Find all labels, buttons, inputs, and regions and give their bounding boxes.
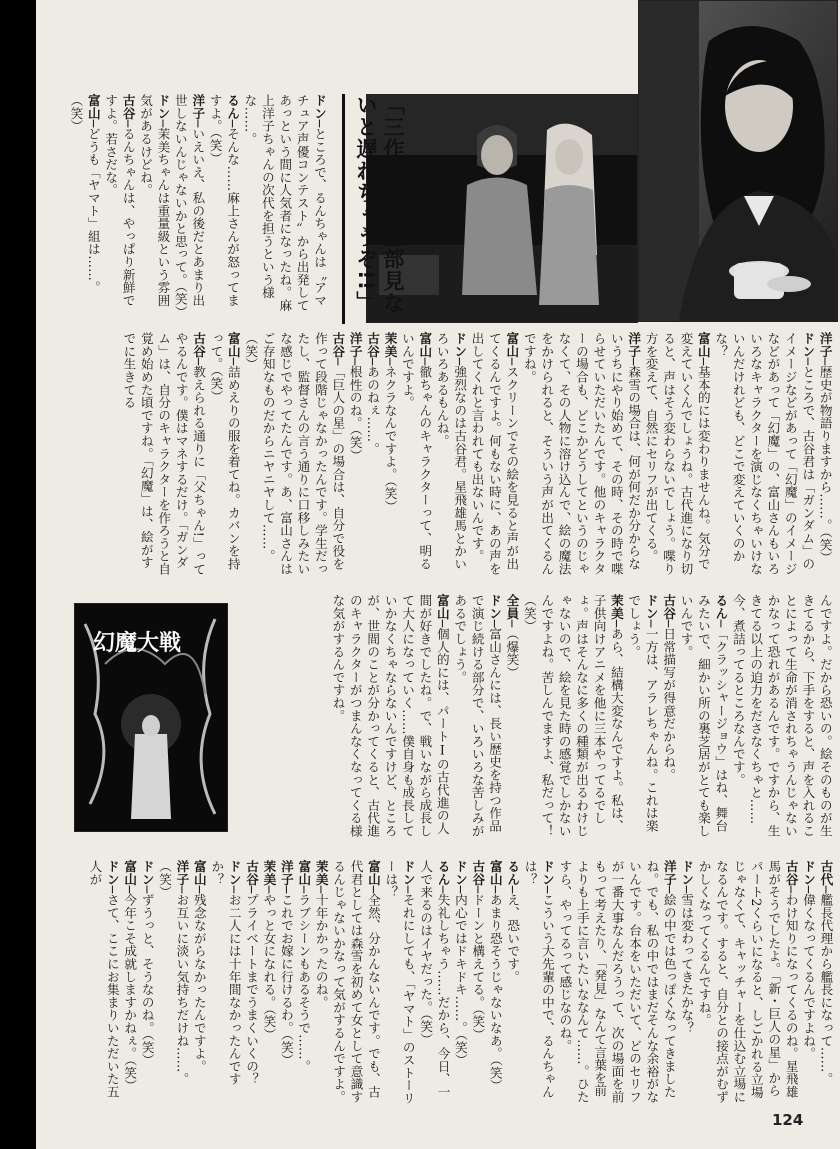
headline [342,94,406,324]
dialogue-line: 古谷─日常描写が得意だからね。 [661,594,677,782]
speaker-name: 古谷 [783,860,799,886]
dialogue-line: 富山─個人的には、パートⅠの古代進の人間が好きでしたね。で、戦いながら成長して大人になっていく……僕自身も成長していかなくちゃならないんですけど、ところが、世間のことが分かってくると、古代進のキャラクターがつまんなくなってくる様な気がするんですね。 [330,594,450,838]
genma-poster [74,603,228,832]
dialogue-line: 富山─残念ながらなかったんですよ。 [191,860,207,1073]
dialogue-line: 洋子─これでお嫁に行けるわ。（笑） [278,860,294,1067]
speaker-name: 富山 [417,332,433,358]
dialogue-text: 今年こそ成就しますかねぇ。（笑） [122,893,138,1092]
dialogue-text: 「巨人の星」の場合は、自分で役を作って段階じゃなかったんです。学生だったし、監督さんの言う通りに口移しみたいな感じでやってたんです。あ、富山さんはご存知なものだからニヤニヤして……。（笑） [243,332,346,576]
dialogue-line: 富山─あまり恐そうじゃないなあ。（笑） [487,860,503,1092]
speaker-name: 洋子 [661,860,677,886]
dialogue-text: 詰めえりの服を着てね。カバンを持って。（笑） [208,332,241,571]
dialogue-line: 茉美─ネクラなんですよ。（笑） [382,332,398,513]
dialogue-line: 富山─ラブシーンもあるそうで……。 [296,860,312,1073]
speaker-name: 富山 [122,860,138,886]
speaker-name: 古代 [818,860,834,886]
dialogue-line: 茉美─十年かかったのね。 [313,860,329,1009]
dialogue-text: ずうっと、そうなのね。（笑） [139,893,155,1067]
dialogue-line: 古谷─わけ知りになってくるのね。星飛雄馬がそうでしたよ。「新・巨人の星」からパート2くらいになると、しごかれる立場じゃなくて、キャッチャーを仕込む立場になるんです。すると、自分との接点がむずかしくなってくるんですね。 [696,860,799,1104]
dialogue-line: 古代─艦長代理から艦長になって……。 [818,860,834,1086]
magazine-page [36,0,840,1149]
speaker-name: 古谷 [661,594,677,620]
page-number: 124 [772,1111,804,1129]
dialogue-line: 古谷─「巨人の星」の場合は、自分で役を作って段階じゃなかったんです。学生だったし、監督さんの言う通りに口移しみたいな感じでやってたんです。あ、富山さんはご存知なものだからニヤニヤして……。（笑） [243,332,346,576]
dialogue-line: 富山─全然、分かんないんです。でも、古代君としては森雪を初めて女として意識するんじゃないかなって気がするんですよ。 [331,860,381,1104]
speaker-name: 富山 [225,332,241,358]
dialogue-line: 洋子─根性のね。（笑） [347,332,363,462]
speaker-name: 富山 [191,860,207,886]
dialogue-line: ドン─さて、ここにお集まりいただいた五人が [87,860,120,1099]
dialogue-line: ドン─ずうっと、そうなのね。（笑） [139,860,155,1067]
dialogue-text: 強烈なのは古谷君。星飛雄馬とかいろいろあるもんね。 [434,332,468,571]
speaker-name: 古谷 [120,94,136,120]
dialogue-line: ドン─強烈なのは古谷君。星飛雄馬とかいろいろあるもんね。 [434,332,468,571]
speaker-name: ドン [104,860,120,886]
speaker-name: 茉美 [382,332,398,358]
speaker-name: ドン [312,94,328,120]
dialogue-line: ドン─ところで、るんちゃんは〝アマチュア声優コンテスト〟から出発してあっという間に人気者になったね。麻上洋子ちゃんの次代を担うという様な……。 [242,94,328,312]
dialogue-text: あまり恐そうじゃないなあ。（笑） [487,893,503,1092]
speaker-name: ドン [801,860,817,886]
speaker-name: 古谷 [330,332,346,358]
speaker-name: るん [435,860,451,886]
dialogue-text: ところで、古谷君は「ガンダム」のイメージなどがあって「幻魔」のイメージなどがあって「幻魔」の、富山さんもいろいろなキャラクターを演じなくちゃいけないんだけれども、どこで変えていくのかな？ [713,332,816,576]
speaker-name: ドン [452,860,468,886]
dialogue-line: 富山─どうも「ヤマト」組は……。（笑） [68,94,101,294]
dialogue-line: 全員─（爆笑） [504,594,520,679]
dialogue-text: スクリーンでその絵を見ると声が出てくるんですよ。何もない時に、あの声を出してくれと言われても出ないんです。 [469,332,520,576]
dialogue-line: ドン─雪は変わってきたかな？ [679,860,695,1035]
dialogue-text: 雪は変わってきたかな？ [679,893,695,1035]
speaker-name: 茉美 [261,860,277,886]
dialogue-line: 古谷─教えられる通りに「父ちゃん!」ってやるんです。僕はマネするだけ。「ガンダム」は、自分のキャラクターを作ろうと自覚め始めた頃ですね。「幻魔」は、絵がすでに生きてる [121,332,207,576]
dialogue-line: 富山─スクリーンでその絵を見ると声が出てくるんですよ。何もない時に、あの声を出してくれと言われても出ないんです。 [469,332,520,576]
speaker-name: ドン [226,860,242,886]
dialogue-line: 古谷─ドーンと構えてる。（笑） [470,860,486,1041]
dialogue-text: 個人的には、パートⅠの古代進の人間が好きでしたね。で、戦いながら成長して大人になっていく……僕自身も成長していかなくちゃならないんですけど、ところが、世間のことが分かってくると、古代進のキャラクターがつまんなくなってくる様な気がするんですね。 [330,594,450,838]
speaker-name: ドン [679,860,695,886]
dialogue-line: 洋子─お互いに淡い気持ちだけね……。（笑） [157,860,190,1086]
dialogue-line: 洋子─絵の中では色っぽくなってきましたね。でも、私の中ではまだそんな余裕がないんです。台本をいただいて、どのセリフが一番大事なんだろうって、次の場面を前もって考えたり、「発見」なんて言葉を前よりも上手に言いたいななんて……。ひたすら、やってるって感じなのね。 [557,860,677,1104]
speaker-name: 富山 [365,860,381,886]
speaker-name: 富山 [487,860,503,886]
dialogue-text: 富山さんには、長い歴史を持つ作品で演じ続ける部分で、いろいろな苦しみがあるでしょう。 [452,594,503,838]
dialogue-text: ドーンと構えてる。（笑） [470,893,486,1041]
dialogue-line: 古谷─あのねぇ……。 [365,332,381,455]
speaker-name: 富山 [296,860,312,886]
dialogue-line: 洋子─森雪の場合は、何が何だか分からないうちにやり始めて、その時、その時で喋らせていただいたんです。他のキャラクターの場合も、どこかどうしてというのじゃなくて、その人物に溶け込んで、絵の魔法をかけられると、そういう声が出てくるんですね。 [521,332,642,576]
dialogue-text: ところで、るんちゃんは〝アマチュア声優コンテスト〟から出発してあっという間に人気者になったね。麻上洋子ちゃんの次代を担うという様な……。 [242,94,328,312]
dialogue-line: 古谷─プライベートまでうまくいくの？ [244,860,260,1086]
dialogue-text: 教えられる通りに「父ちゃん!」ってやるんです。僕はマネするだけ。「ガンダム」は、自分のキャラクターを作ろうと自覚め始めた頃ですね。「幻魔」は、絵がすでに生きてる [121,332,207,576]
dialogue-text: さて、ここにお集まりいただいた五人が [87,860,120,1099]
dialogue-text: どうも「ヤマト」組は……。（笑） [68,94,101,294]
speaker-name: 茉美 [608,594,624,620]
dialogue-text: ラブシーンもあるそうで……。 [296,893,312,1073]
speaker-name: るん [713,594,729,620]
speaker-name: るん [225,94,241,120]
speaker-name: 古谷 [470,860,486,886]
dialogue-text: え、恐いです。 [505,893,521,984]
dialogue-text: んですよ。だから恐いの。絵そのものが生きてるから、下手をすると、声を入れることによって生命が消されちゃうんじゃないかなって恐れがあるんです。ですから、生きてる以上の迫力をださなくちゃと……今、煮詰ってるところなんです。 [730,594,833,838]
dialogue-text: 絵の中では色っぽくなってきましたね。でも、私の中ではまだそんな余裕がないんです。台本をいただいて、どのセリフが一番大事なんだろうって、次の場面を前もって考えたり、「発見」なんて言葉を前よりも上手に言いたいななんて……。ひたすら、やってるって感じなのね。 [557,860,677,1104]
speaker-name: 洋子 [347,332,363,358]
poster-title: 幻魔大戦 [93,631,182,656]
speaker-name: ドン [487,594,503,620]
dialogue-text: お互いに淡い気持ちだけね……。（笑） [157,860,190,1086]
dialogue-line: 富山─基本的には変わりませんね。気分で変えていくんでしょうね。古代進になり切ると、声はそう変わらないでしょう。喋り方を変えて、自然にセリフが出てくる。 [643,332,711,576]
speaker-name: 洋子 [817,332,833,358]
headline-text: 「三作品とも全部見ないと遅れちゃうぞ!!」 [354,94,405,314]
dialogue-line: 茉美─やっと女になれる。（笑） [261,860,277,1041]
dialogue-text: 徹ちゃんのキャラクターって、明るいんですよ。 [399,332,433,571]
dialogue-text: 艦長代理から艦長になって……。 [818,893,834,1086]
speaker-name: ドン [400,860,416,886]
dialogue-text: それにしても、「ヤマト」のストーリーは？ [383,860,416,1105]
dialogue-line: 茉美─あら、結構大変なんですよ。私は、子供向けアニメを他に三本やってるでしょ。声はそんなに多くの種類が出るわけじゃないので、絵を見た時の感覚でしかないんですよね。苦しんでますよ、私だって！（笑） [521,594,624,838]
dialogue-text: そんな……麻上さんが怒ってますよ。（笑） [207,94,241,307]
text-column-3 [329,594,834,840]
dialogue-line: るん─失礼しちゃう……だから、今日、一人で来るのはイヤだった。（笑） [418,860,451,1099]
dialogue-text: あら、結構大変なんですよ。私は、子供向けアニメを他に三本やってるでしょ。声はそんなに多くの種類が出るわけじゃないので、絵を見た時の感覚でしかないんですよね。苦しんでますよ、私だって！（笑） [521,594,624,838]
dialogue-text: 「クラッシャージョウ」はね、舞台みたいで、細かい所の裏芝居がとても楽しいんです。 [678,594,729,838]
speaker-name: 古谷 [191,332,207,358]
speaker-name: ドン [800,332,816,358]
dialogue-line: るん─そんな……麻上さんが怒ってますよ。（笑） [207,94,241,307]
dialogue-text: るんちゃんは、やっぱり新鮮ですよ。若さだな。 [103,94,136,307]
dialogue-text: 全然、分かんないんです。でも、古代君としては森雪を初めて女として意識するんじゃないかなって気がするんですよ。 [331,860,381,1104]
dialogue-text: 十年かかったのね。 [313,893,329,1009]
speaker-name: ドン [643,594,659,620]
speaker-name: ドン [155,94,171,120]
dialogue-line: ドン─お二人には十年間なかったんですか？ [209,860,242,1086]
text-column-4 [86,860,834,1106]
dialogue-text: わけ知りになってくるのね。星飛雄馬がそうでしたよ。「新・巨人の星」からパート2くらいになると、しごかれる立場じゃなくて、キャッチャーを仕込む立場になるんです。すると、自分との接点がむずかしくなってくるんですね。 [696,860,799,1104]
speaker-name: るん [505,860,521,886]
dialogue-text: これでお嫁に行けるわ。（笑） [278,893,294,1067]
dialogue-text: 森雪の場合は、何が何だか分からないうちにやり始めて、その時、その時で喋らせていただいたんです。他のキャラクターの場合も、どこかどうしてというのじゃなくて、その人物に溶け込んで、絵の魔法をかけられると、そういう声が出てくるんですね。 [521,332,642,576]
speaker-name: ドン [139,860,155,886]
speaker-name: 洋子 [278,860,294,886]
portrait-photo [638,0,838,322]
dialogue-text: 歴史が物語りますから……。（笑） [817,365,833,564]
speaker-name: ドン [452,332,468,358]
speaker-name: 茉美 [313,860,329,886]
dialogue-line: 洋子─いえいえ、私の後だとあまり出世しないんじゃないかと思って。（笑） [172,94,206,319]
dialogue-text: お二人には十年間なかったんですか？ [209,860,242,1086]
dialogue-text: 失礼しちゃう……だから、今日、一人で来るのはイヤだった。（笑） [418,860,451,1099]
speaker-name: 富山 [434,594,450,620]
dialogue-text: プライベートまでうまくいくの？ [244,893,260,1086]
dialogue-line: 洋子─歴史が物語りますから……。（笑） [817,332,833,564]
dialogue-text: あのねぇ……。 [365,365,381,455]
dialogue-line: ドン─内心ではドキドキ……。（笑） [452,860,468,1067]
dialogue-line: 富山─徹ちゃんのキャラクターって、明るいんですよ。 [399,332,433,571]
dialogue-line: ドン─富山さんには、長い歴史を持つ作品で演じ続ける部分で、いろいろな苦しみがあるでしょう。 [452,594,503,838]
speaker-name: 古谷 [244,860,260,886]
dialogue-text: 内心ではドキドキ……。（笑） [452,893,468,1067]
dialogue-line: るん─え、恐いです。 [505,860,521,984]
speaker-name: 洋子 [626,332,642,358]
dialogue-line: 富山─今年こそ成就しますかねぇ。（笑） [122,860,138,1092]
dialogue-text: 偉くなってくるんですよね。 [801,893,817,1060]
dialogue-text: こういう大先輩の中で、るんちゃんは？ [522,860,555,1099]
speaker-name: 洋子 [190,94,206,120]
dialogue-line: ドン─偉くなってくるんですよね。 [801,860,817,1060]
dialogue-line: ドン─茉美ちゃんは重量級という雰囲気があるけどね。 [138,94,171,307]
dialogue-line: ドン─それにしても、「ヤマト」のストーリーは？ [383,860,416,1105]
dialogue-line: るん─「クラッシャージョウ」はね、舞台みたいで、細かい所の裏芝居がとても楽しいんです。 [678,594,729,838]
dialogue-line: ドン─一方は、アラレちゃんね。これは楽でしょう。 [626,594,659,833]
dialogue-text: いえいえ、私の後だとあまり出世しないんじゃないかと思って。（笑） [172,94,206,319]
dialogue-text: 根性のね。（笑） [347,365,363,462]
dialogue-line: 古谷─るんちゃんは、やっぱり新鮮ですよ。若さだな。 [103,94,136,307]
speaker-name: 古谷 [365,332,381,358]
dialogue-text: 残念ながらなかったんですよ。 [191,893,207,1073]
dialogue-text: （爆笑） [504,627,520,679]
anime-still-photo [366,94,638,323]
dialogue-line: 富山─詰めえりの服を着てね。カバンを持って。（笑） [208,332,241,571]
speaker-name: 洋子 [174,860,190,886]
dialogue-line: ドン─こういう大先輩の中で、るんちゃんは？ [522,860,555,1099]
dialogue-line: ドン─ところで、古谷君は「ガンダム」のイメージなどがあって「幻魔」のイメージなどがあって「幻魔」の、富山さんもいろいろなキャラクターを演じなくちゃいけないんだけれども、どこで変えていくのかな？ [713,332,816,576]
speaker-name: 全員 [504,594,520,620]
headline-rule [342,94,345,324]
dialogue-text: 一方は、アラレちゃんね。これは楽でしょう。 [626,594,659,833]
speaker-name: 富山 [85,94,101,120]
speaker-name: 富山 [504,332,520,358]
dialogue-text: 日常描写が得意だからね。 [661,627,677,782]
dialogue-text: 茉美ちゃんは重量級という雰囲気があるけどね。 [138,94,171,307]
dialogue-line [729,594,833,840]
dialogue-text: 基本的には変わりませんね。気分で変えていくんでしょうね。古代進になり切ると、声はそう変わらないでしょう。喋り方を変えて、自然にセリフが出てくる。 [643,332,711,576]
speaker-name: 富山 [695,332,711,358]
text-column-1 [67,94,328,319]
text-column-2 [120,332,834,580]
dialogue-text: ネクラなんですよ。（笑） [382,365,398,513]
speaker-name: ドン [539,860,555,886]
dialogue-text: やっと女になれる。（笑） [261,893,277,1041]
